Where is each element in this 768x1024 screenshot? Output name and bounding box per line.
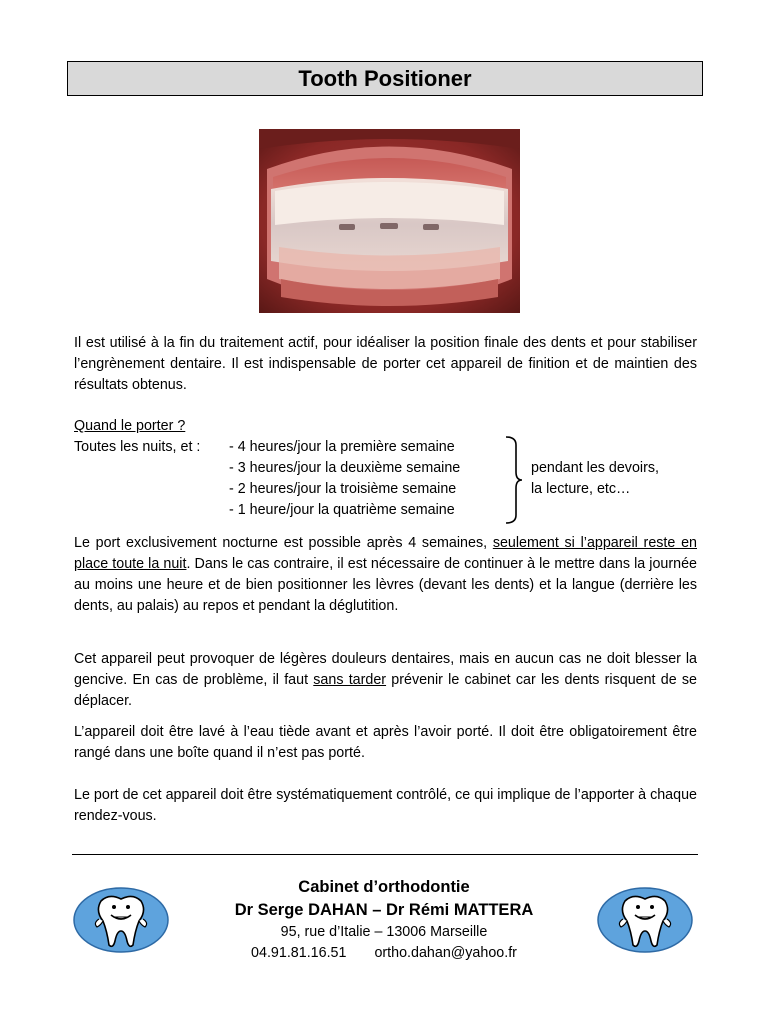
side-note-line: la lecture, etc… — [531, 481, 631, 497]
right-brace-icon — [504, 435, 522, 525]
when-question: Quand le porter ? — [74, 418, 186, 434]
schedule-item: - 1 heure/jour la quatrième semaine — [229, 502, 455, 518]
clinic-address: 95, rue d’Italie – 13006 Marseille — [280, 924, 488, 940]
schedule-item: - 2 heures/jour la troisième semaine — [229, 481, 457, 497]
night-wear-emphasis: seulement si l’appareil reste en place toute la nuit — [74, 535, 697, 572]
night-wear-paragraph — [74, 533, 697, 617]
when-lead: Toutes les nuits, et : — [74, 439, 201, 455]
side-note — [531, 458, 659, 500]
clinic-email[interactable]: ortho.dahan@yahoo.fr — [374, 945, 517, 961]
pain-text: Cet appareil peut provoquer de légères douleurs dentaires, mais en aucun cas ne doit blesser la gencive. En cas de problème, il faut — [74, 651, 697, 688]
pain-paragraph — [74, 649, 697, 712]
cleaning-paragraph — [74, 722, 697, 764]
schedule-item: - 3 heures/jour la deuxième semaine — [229, 460, 461, 476]
doctors-names: Dr Serge DAHAN – Dr Rémi MATTERA — [234, 901, 534, 919]
schedule-item: - 4 heures/jour la première semaine — [229, 439, 455, 455]
night-wear-text: Le port exclusivement nocturne est possible après 4 semaines, — [74, 535, 493, 551]
tooth-positioner-photo — [259, 129, 520, 313]
title-text: Tooth Positioner — [298, 65, 472, 91]
smiling-tooth-with-braces-icon — [597, 887, 693, 953]
schedule-list — [229, 437, 460, 521]
document-title — [67, 61, 703, 96]
intro-paragraph — [74, 333, 697, 396]
contact-line — [184, 943, 584, 964]
cleaning-text: L’appareil doit être lavé à l’eau tiède avant et après l’avoir porté. Il doit être obligatoirement être rangé dans une boîte quand il n’est pas porté. — [74, 724, 697, 761]
control-paragraph — [74, 785, 697, 827]
pain-text-end: prévenir le cabinet car les dents risquent de se déplacer. — [74, 672, 697, 709]
intro-text: Il est utilisé à la fin du traitement actif, pour idéaliser la position finale des dents et pour stabiliser l’engrènement dentaire. Il est indispensable de porter cet appareil de finition et de maintien des résultats obtenus. — [74, 335, 697, 393]
pain-emphasis: sans tarder — [313, 672, 387, 688]
clinic-footer — [184, 876, 584, 964]
side-note-line: pendant les devoirs, — [531, 460, 659, 476]
smiling-tooth-with-braces-icon — [73, 887, 169, 953]
night-wear-text-end: . Dans le cas contraire, il est nécessaire de continuer à le mettre dans la journée au moins une heure et de bien positionner les lèvres (devant les dents) et la langue (derrière les dents, au palais) au repos et pendant la déglutition. — [74, 556, 697, 614]
control-text: Le port de cet appareil doit être systématiquement contrôlé, ce qui implique de l’apporter à chaque rendez-vous. — [74, 787, 697, 824]
clinic-name: Cabinet d’orthodontie — [298, 878, 470, 896]
footer-divider — [72, 854, 698, 855]
clinic-phone[interactable]: 04.91.81.16.51 — [251, 945, 347, 961]
